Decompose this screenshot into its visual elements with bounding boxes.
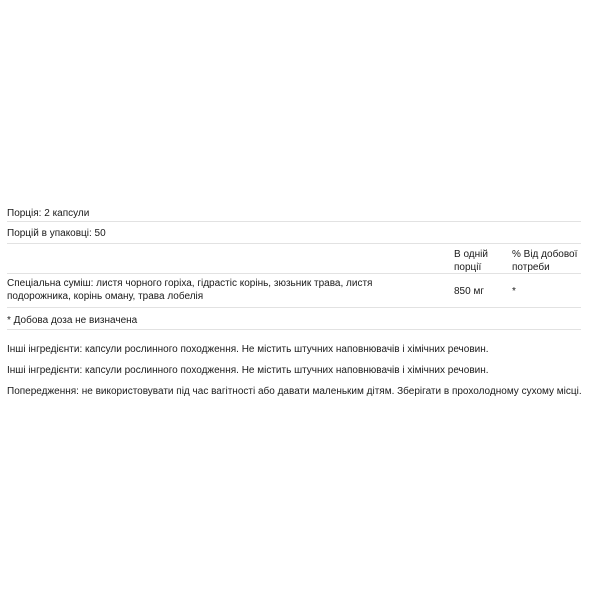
warning-text: Попередження: не використовувати під час вагітності або давати маленьким дітям. Зберігати в прохолодному сухому місці. — [7, 386, 582, 397]
blend-amount: 850 мг — [454, 286, 484, 297]
blend-daily-value: * — [512, 286, 516, 297]
servings-per-container-text: Порцій в упаковці: 50 — [7, 228, 106, 239]
serving-size-text: Порція: 2 капсули — [7, 208, 90, 219]
table-header-row — [7, 244, 581, 274]
blend-row — [7, 274, 581, 308]
other-ingredients-text: Інші інгредієнти: капсули рослинного походження. Не містить штучних наповнювачів і хімічних речовин. — [7, 344, 489, 355]
servings-per-container-row — [7, 222, 581, 244]
serving-size-row — [7, 200, 581, 222]
daily-value-header: % Від добової потреби — [512, 249, 578, 273]
footnote-row — [7, 308, 581, 330]
amount-per-serving-header: В одній порції — [454, 249, 488, 273]
daily-value-footnote: * Добова доза не визначена — [7, 315, 138, 326]
other-ingredients-text-repeat: Інші інгредієнти: капсули рослинного походження. Не містить штучних наповнювачів і хімічних речовин. — [7, 365, 489, 376]
blend-name: Спеціальна суміш: листя чорного горіха, гідрастіс корінь, зюзьник трава, листя подорожника, корінь оману, трава лобелія — [7, 278, 373, 302]
supplement-facts-table — [7, 200, 581, 330]
